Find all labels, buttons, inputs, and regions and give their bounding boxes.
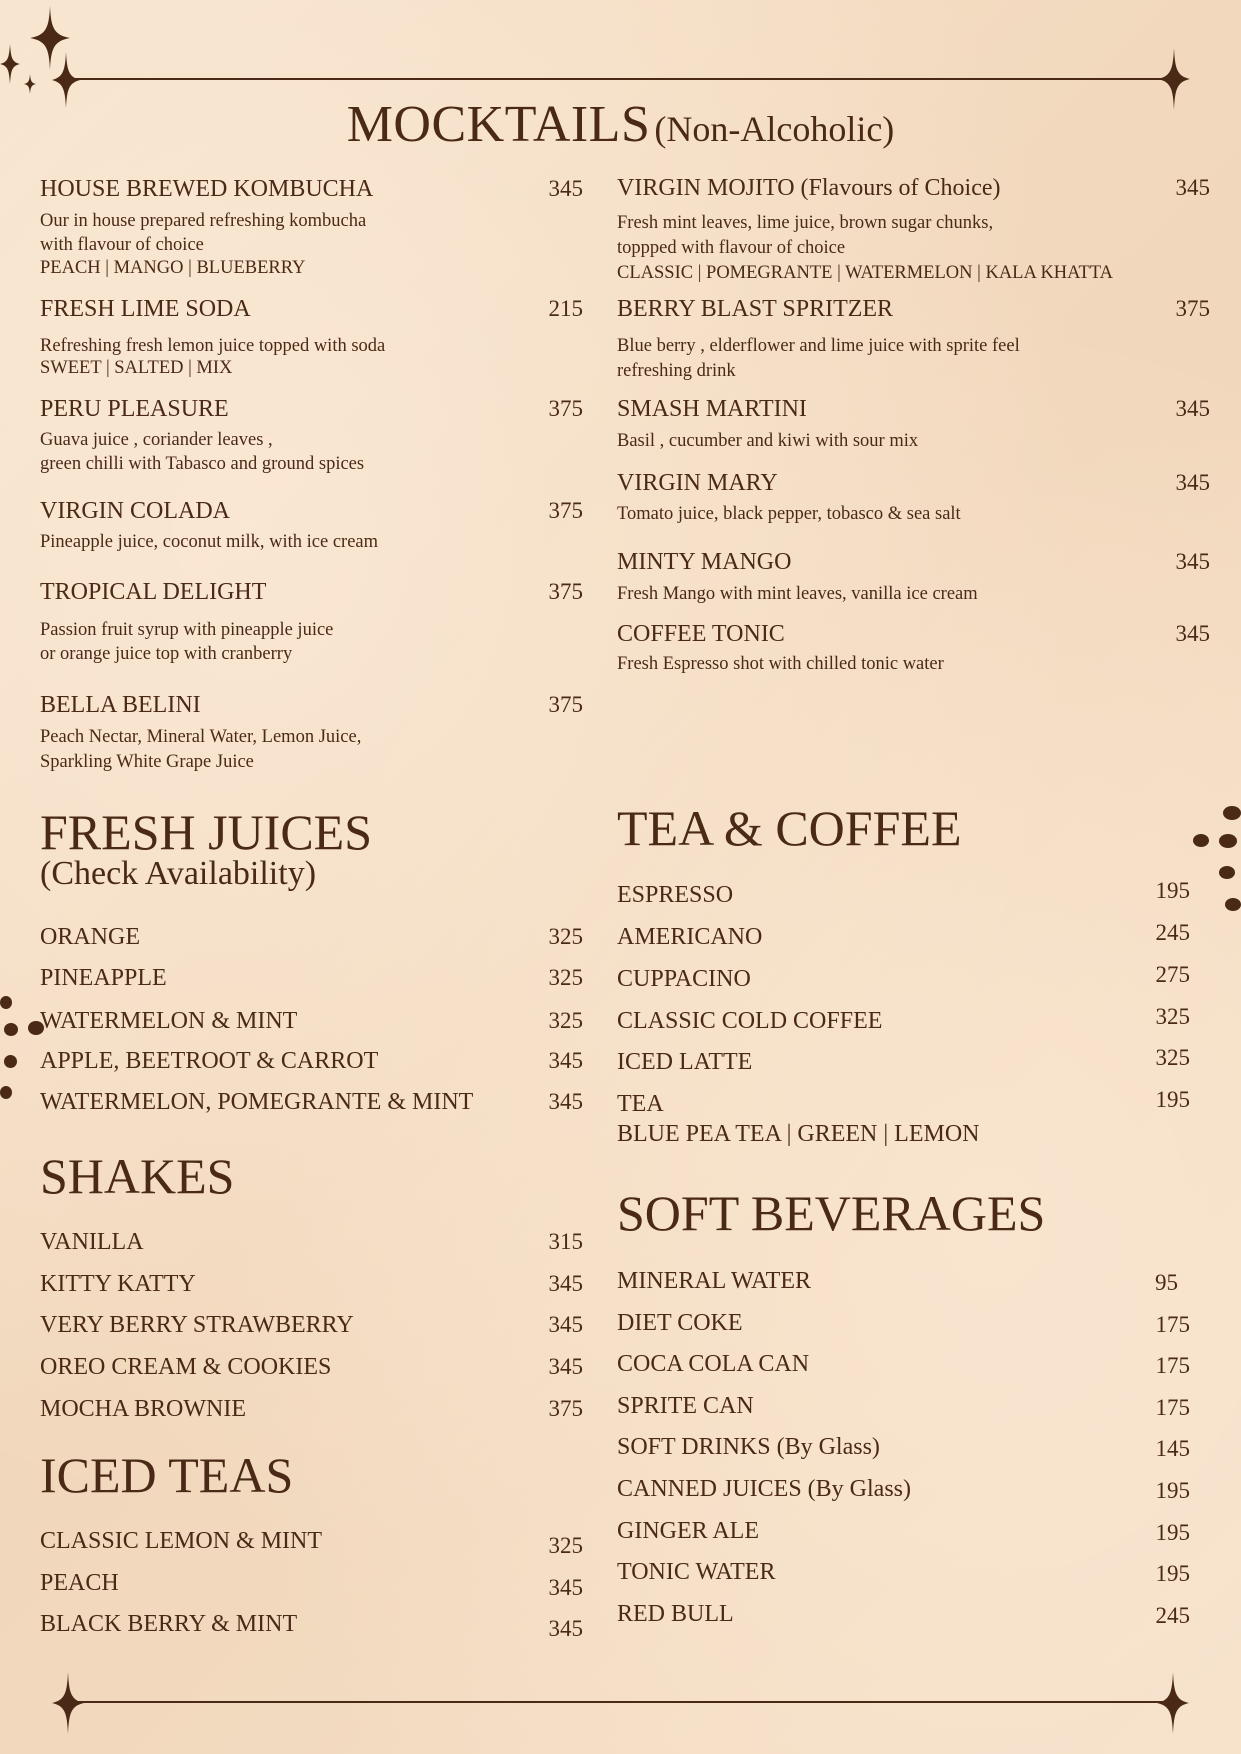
- list-item-price: 345: [548, 1616, 583, 1641]
- fresh-juices-title: FRESH JUICES: [40, 804, 373, 860]
- list-item-price: 245: [1155, 1603, 1190, 1628]
- list-item-price: 195: [1155, 1520, 1190, 1545]
- menu-item-name: VIRGIN MOJITO (Flavours of Choice): [617, 175, 1001, 201]
- list-item-name: DIET COKE: [617, 1310, 743, 1336]
- menu-item-desc: Basil , cucumber and kiwi with sour mix: [617, 431, 919, 451]
- list-item-name: CLASSIC COLD COFFEE: [617, 1008, 883, 1034]
- list-item-name: CUPPACINO: [617, 966, 751, 992]
- list-item-name: WATERMELON & MINT: [40, 1008, 298, 1034]
- menu-item-name: SMASH MARTINI: [617, 396, 807, 422]
- list-item-price: 325: [1155, 1004, 1190, 1029]
- menu-item-price: 345: [548, 176, 583, 201]
- decorative-dot: [0, 1086, 12, 1099]
- menu-item-price: 215: [548, 296, 583, 321]
- menu-item-desc: CLASSIC | POMEGRANTE | WATERMELON | KALA KHATTA: [617, 263, 1113, 283]
- menu-item-desc: refreshing drink: [617, 361, 736, 381]
- list-item-price: 345: [548, 1575, 583, 1600]
- list-item-price: 195: [1155, 1087, 1190, 1112]
- menu-item-desc: Refreshing fresh lemon juice topped with soda: [40, 336, 386, 356]
- list-item-price: 325: [548, 1533, 583, 1558]
- list-item-price: 195: [1155, 1561, 1190, 1586]
- list-item-price: 325: [548, 1008, 583, 1033]
- sparkle-icon: [0, 44, 20, 84]
- decorative-dot: [1225, 898, 1241, 911]
- list-item-price: 195: [1155, 1478, 1190, 1503]
- list-item-name: OREO CREAM & COOKIES: [40, 1354, 332, 1380]
- sparkle-icon: [52, 1672, 84, 1734]
- menu-item-desc: Sparkling White Grape Juice: [40, 752, 254, 772]
- list-item-name: TEA: [617, 1091, 664, 1117]
- menu-item-desc: with flavour of choice: [40, 235, 204, 255]
- list-item-name: MINERAL WATER: [617, 1268, 811, 1294]
- decorative-dot: [1219, 834, 1237, 848]
- sparkle-icon: [1157, 1672, 1189, 1734]
- menu-item-name: BERRY BLAST SPRITZER: [617, 296, 894, 322]
- page-title: [0, 95, 1241, 154]
- decorative-dot: [4, 1023, 18, 1036]
- list-item-price: 175: [1155, 1395, 1190, 1420]
- menu-item-desc: Pineapple juice, coconut milk, with ice cream: [40, 532, 379, 552]
- list-item-name: PEACH: [40, 1570, 119, 1596]
- list-item-price: 315: [548, 1229, 583, 1254]
- list-item-name: ESPRESSO: [617, 882, 734, 908]
- list-item-price: 345: [548, 1312, 583, 1337]
- menu-item-name: COFFEE TONIC: [617, 621, 785, 647]
- decorative-dot: [1193, 834, 1209, 847]
- list-item-price: 345: [548, 1048, 583, 1073]
- menu-item-price: 345: [1175, 175, 1210, 200]
- tea-options: BLUE PEA TEA | GREEN | LEMON: [617, 1121, 980, 1147]
- menu-item-desc: Fresh Mango with mint leaves, vanilla ice cream: [617, 584, 978, 604]
- menu-item-name: VIRGIN MARY: [617, 470, 778, 496]
- menu-item-desc: Peach Nectar, Mineral Water, Lemon Juice,: [40, 727, 362, 747]
- list-item-name: RED BULL: [617, 1601, 734, 1627]
- menu-item-name: MINTY MANGO: [617, 549, 792, 575]
- menu-item-name: BELLA BELINI: [40, 692, 201, 718]
- list-item-price: 345: [548, 1354, 583, 1379]
- list-item-price: 275: [1155, 962, 1190, 987]
- menu-item-desc: Our in house prepared refreshing kombucha: [40, 211, 367, 231]
- list-item-price: 145: [1155, 1436, 1190, 1461]
- iced-teas-title: ICED TEAS: [40, 1447, 294, 1503]
- list-item-price: 95: [1155, 1270, 1178, 1295]
- list-item-price: 325: [548, 965, 583, 990]
- menu-item-desc: toppped with flavour of choice: [617, 238, 846, 258]
- menu-item-price: 375: [548, 396, 583, 421]
- menu-item-desc: Passion fruit syrup with pineapple juice: [40, 620, 334, 640]
- shakes-title: SHAKES: [40, 1148, 235, 1204]
- list-item-price: 345: [548, 1089, 583, 1114]
- menu-item-desc: green chilli with Tabasco and ground spices: [40, 454, 365, 474]
- menu-item-desc: Blue berry , elderflower and lime juice with sprite feel: [617, 336, 1020, 356]
- list-item-price: 245: [1155, 920, 1190, 945]
- menu-item-price: 345: [1175, 470, 1210, 495]
- bottom-rule: [65, 1701, 1175, 1703]
- menu-item-name: FRESH LIME SODA: [40, 296, 251, 322]
- list-item-name: COCA COLA CAN: [617, 1351, 810, 1377]
- menu-item-name: VIRGIN COLADA: [40, 498, 230, 524]
- menu-item-name: PERU PLEASURE: [40, 396, 229, 422]
- list-item-price: 345: [548, 1271, 583, 1296]
- list-item-name: VERY BERRY STRAWBERRY: [40, 1312, 354, 1338]
- menu-item-price: 375: [548, 579, 583, 604]
- list-item-name: CANNED JUICES (By Glass): [617, 1476, 911, 1502]
- list-item-price: 325: [548, 924, 583, 949]
- tea-coffee-title: TEA & COFFEE: [617, 800, 962, 856]
- menu-item-desc: PEACH | MANGO | BLUEBERRY: [40, 258, 306, 278]
- list-item-name: ICED LATTE: [617, 1049, 753, 1075]
- list-item-name: ORANGE: [40, 924, 140, 950]
- menu-item-price: 375: [548, 692, 583, 717]
- menu-item-desc: Fresh Espresso shot with chilled tonic water: [617, 654, 944, 674]
- list-item-price: 175: [1155, 1312, 1190, 1337]
- list-item-name: VANILLA: [40, 1229, 144, 1255]
- list-item-price: 325: [1155, 1045, 1190, 1070]
- menu-item-desc: Fresh mint leaves, lime juice, brown sugar chunks,: [617, 213, 994, 233]
- soft-beverages-title: SOFT BEVERAGES: [617, 1185, 1046, 1241]
- menu-item-price: 345: [1175, 621, 1210, 646]
- list-item-price: 195: [1155, 878, 1190, 903]
- menu-item-price: 375: [1175, 296, 1210, 321]
- list-item-name: SOFT DRINKS (By Glass): [617, 1434, 880, 1460]
- list-item-name: SPRITE CAN: [617, 1393, 754, 1419]
- list-item-name: GINGER ALE: [617, 1518, 759, 1544]
- menu-item-desc: SWEET | SALTED | MIX: [40, 358, 233, 378]
- mocktails-title: MOCKTAILS: [346, 96, 651, 153]
- list-item-name: PINEAPPLE: [40, 965, 167, 991]
- decorative-dot: [0, 996, 12, 1009]
- list-item-price: 375: [548, 1396, 583, 1421]
- menu-item-desc: Tomato juice, black pepper, tobasco & sea salt: [617, 504, 961, 524]
- list-item-name: KITTY KATTY: [40, 1271, 196, 1297]
- menu-item-desc: Guava juice , coriander leaves ,: [40, 430, 273, 450]
- menu-item-name: TROPICAL DELIGHT: [40, 579, 267, 605]
- decorative-dot: [1223, 806, 1241, 820]
- mocktails-subtitle: (Non-Alcoholic): [654, 109, 895, 149]
- sparkle-icon: [24, 74, 36, 94]
- list-item-name: APPLE, BEETROOT & CARROT: [40, 1048, 379, 1074]
- top-rule: [65, 78, 1175, 80]
- decorative-dot: [4, 1055, 17, 1068]
- list-item-name: TONIC WATER: [617, 1559, 776, 1585]
- list-item-name: AMERICANO: [617, 924, 763, 950]
- menu-item-price: 345: [1175, 396, 1210, 421]
- menu-item-desc: or orange juice top with cranberry: [40, 644, 293, 664]
- list-item-price: 175: [1155, 1353, 1190, 1378]
- list-item-name: WATERMELON, POMEGRANTE & MINT: [40, 1089, 474, 1115]
- list-item-name: MOCHA BROWNIE: [40, 1396, 247, 1422]
- menu-item-price: 345: [1175, 549, 1210, 574]
- fresh-juices-subtitle: (Check Availability): [40, 855, 317, 892]
- decorative-dot: [1219, 866, 1235, 879]
- menu-item-price: 375: [548, 498, 583, 523]
- menu-item-name: HOUSE BREWED KOMBUCHA: [40, 176, 374, 202]
- list-item-name: CLASSIC LEMON & MINT: [40, 1528, 323, 1554]
- list-item-name: BLACK BERRY & MINT: [40, 1611, 298, 1637]
